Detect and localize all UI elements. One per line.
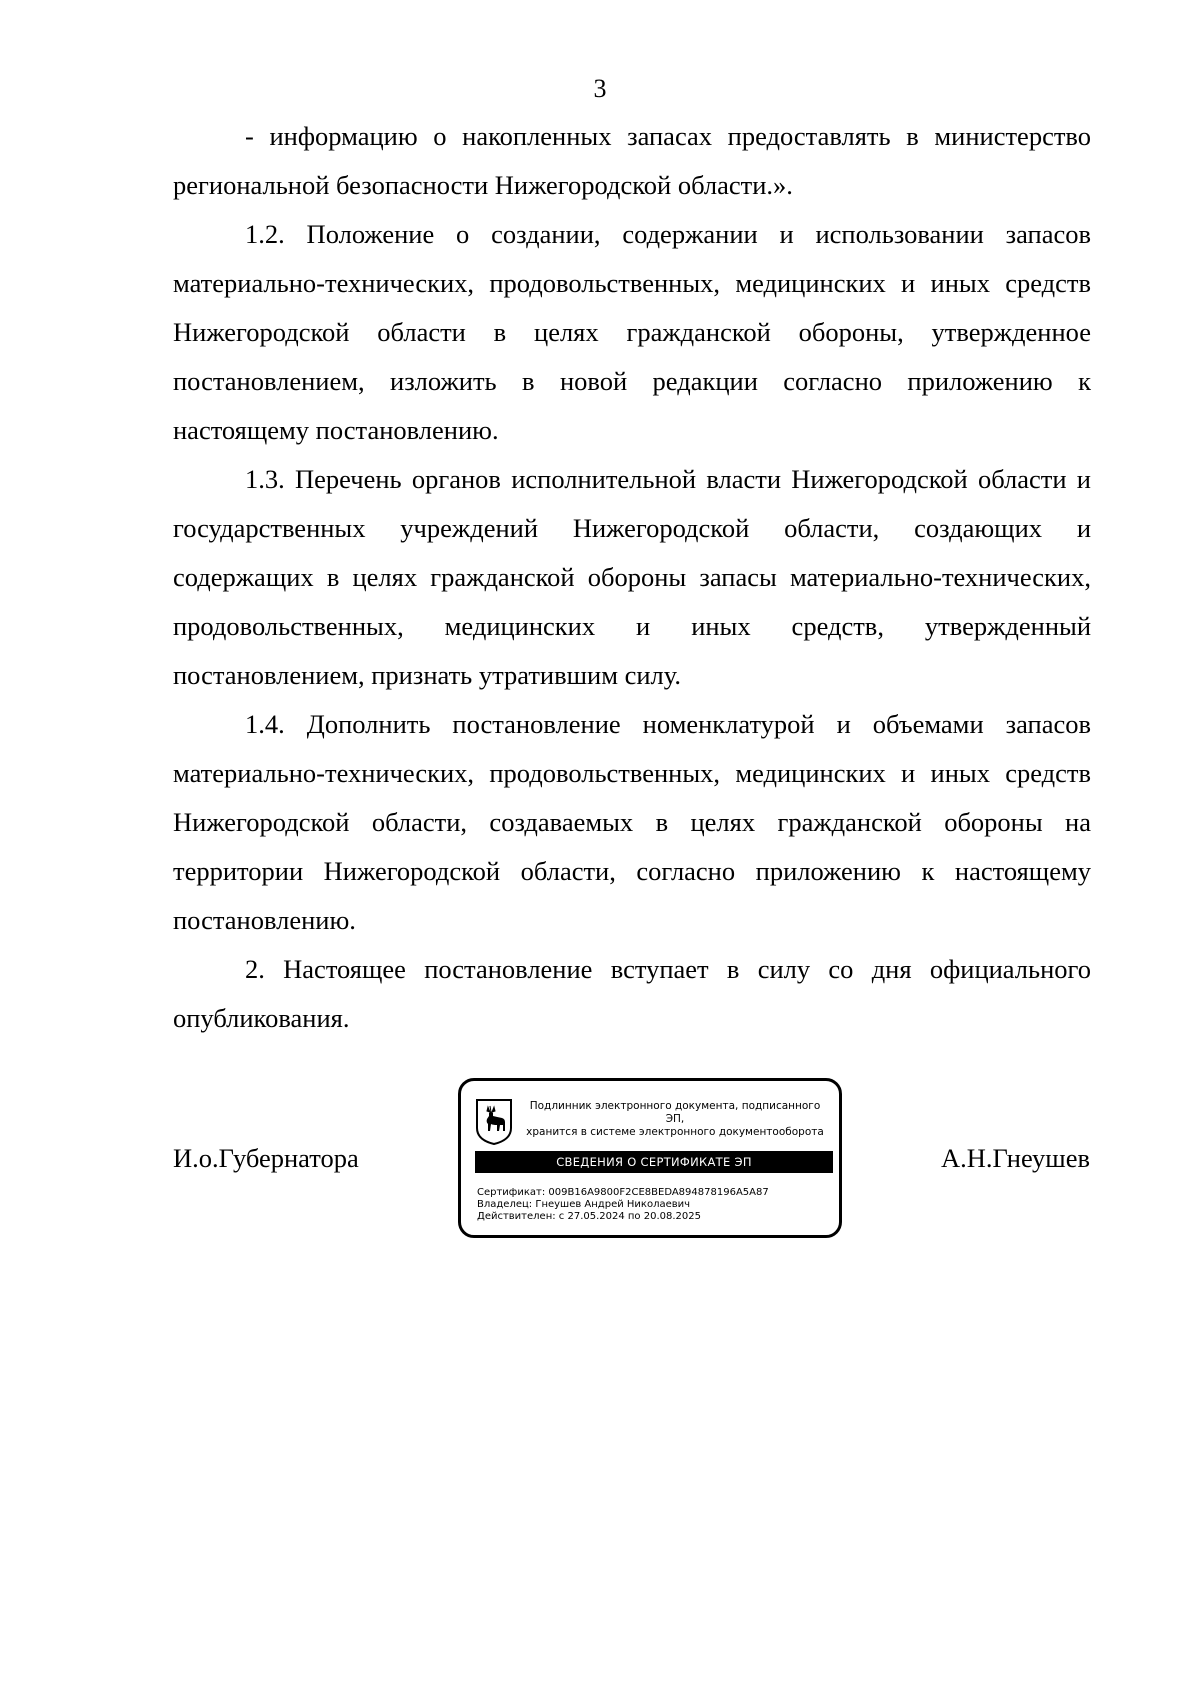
paragraph-2: 2. Настоящее постановление вступает в силу со дня официального опубликования. (173, 954, 1091, 1033)
page-number: 3 (593, 74, 607, 103)
certificate-owner: Владелец: Гнеушев Андрей Николаевич (477, 1199, 691, 1210)
deer-emblem-icon (475, 1098, 513, 1146)
certificate-details (477, 1187, 837, 1223)
signatory-name: А.Н.Гнеушев (940, 1143, 1090, 1173)
stamp-caption-line-1: Подлинник электронного документа, подписанного ЭП, (529, 1100, 821, 1125)
paragraph-info-reporting: - информацию о накопленных запасах предоставлять в министерство региональной безопасности Нижегородской области.». (173, 121, 1091, 200)
certificate-header: СВЕДЕНИЯ О СЕРТИФИКАТЕ ЭП (475, 1151, 833, 1173)
stamp-caption (519, 1100, 831, 1139)
document-body (173, 112, 1091, 1043)
paragraph-1-4: 1.4. Дополнить постановление номенклатурой и объемами запасов материально-технических, продовольственных, медицинских и иных средств Нижегородской области, создаваемых в целях гражданской обороны на территории Нижегородской области, согласно приложению к настоящему постановлению. (173, 709, 1091, 935)
electronic-signature-stamp (458, 1078, 842, 1238)
certificate-validity: Действителен: с 27.05.2024 по 20.08.2025 (477, 1211, 701, 1222)
paragraph-1-3: 1.3. Перечень органов исполнительной власти Нижегородской области и государственных учреждений Нижегородской области, создающих и содержащих в целях гражданской обороны запасы материально-технических, продовольственных, медицинских и иных средств, утвержденный постановлением, признать утратившим силу. (173, 464, 1091, 690)
paragraph-1-2: 1.2. Положение о создании, содержании и использовании запасов материально-технических, продовольственных, медицинских и иных средств Нижегородской области в целях гражданской обороны, утвержденное постановлением, изложить в новой редакции согласно приложению к настоящему постановлению. (173, 219, 1091, 445)
certificate-number: Сертификат: 009B16A9800F2CE8BEDA894878196A5A87 (477, 1187, 769, 1198)
stamp-caption-line-2: хранится в системе электронного документооборота (526, 1126, 824, 1138)
signatory-position: И.о.Губернатора (173, 1143, 359, 1173)
